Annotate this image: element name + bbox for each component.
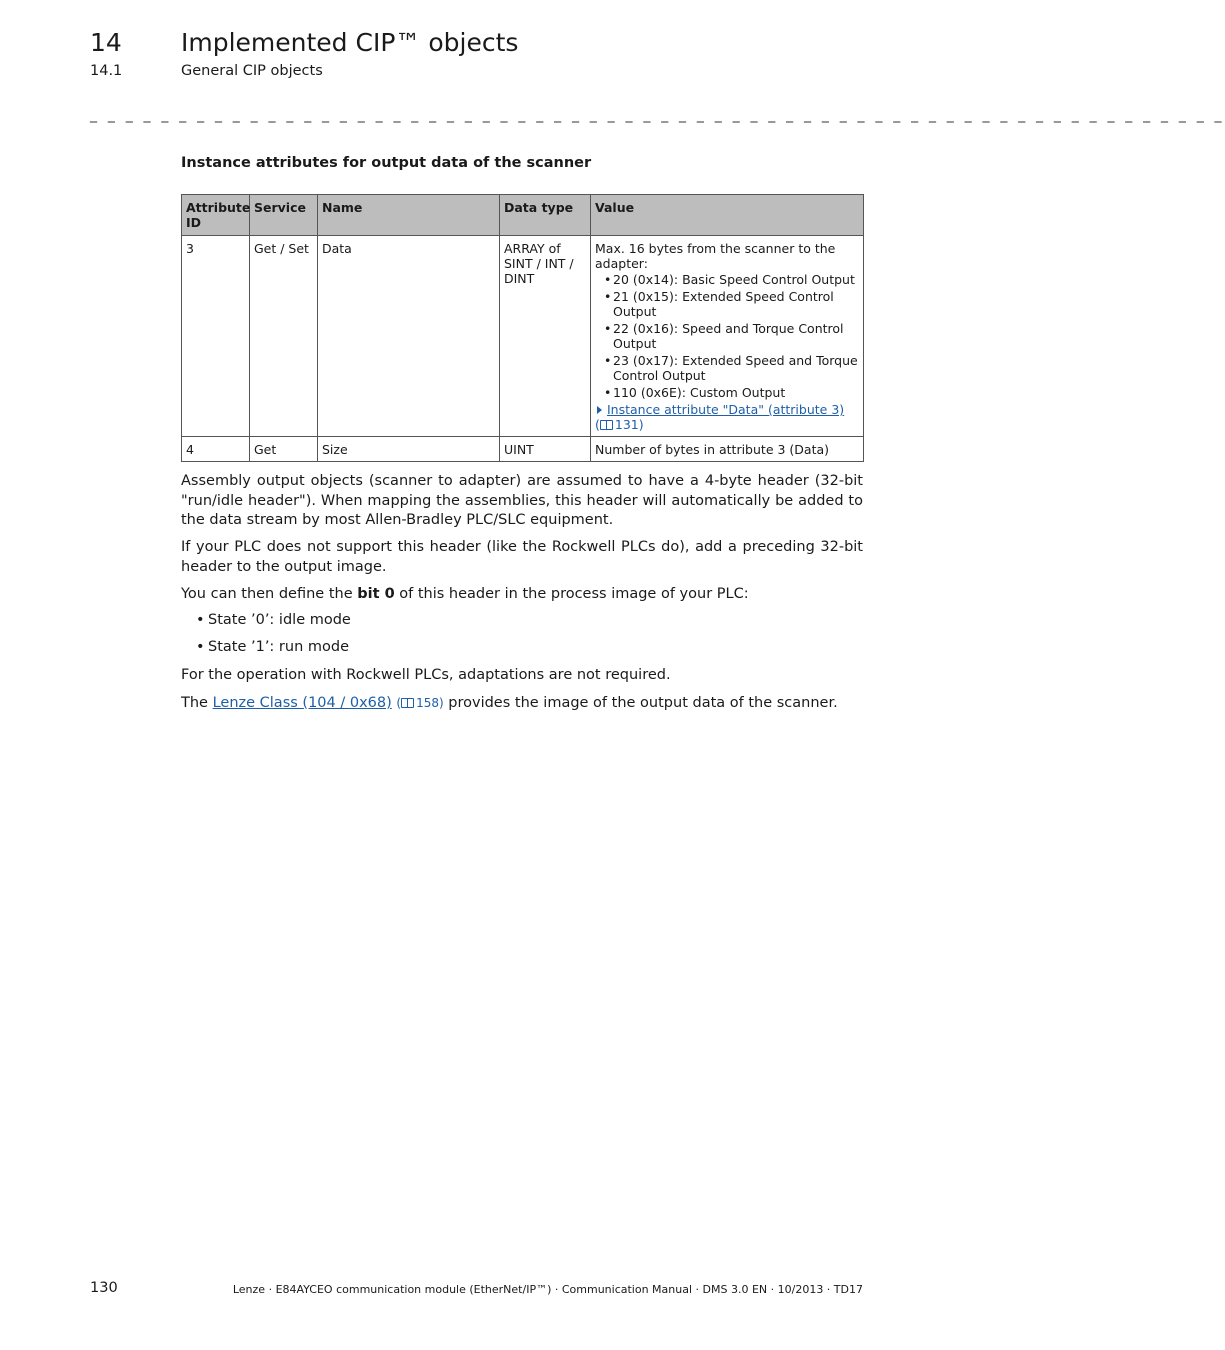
section-title: General CIP objects [181,63,323,79]
col-header-attribute-id: Attribute ID [182,195,250,236]
cell-data-type: UINT [500,437,591,462]
paragraph-plc-header: If your PLC does not support this header (like the Rockwell PLCs do), add a preceding 32-bit header to the output image. [181,539,863,575]
col-header-value: Value [591,195,864,236]
list-item: • 20 (0x14): Basic Speed Control Output [604,272,859,287]
list-item: • 21 (0x15): Extended Speed Control Output [604,289,859,319]
chapter-title: Implemented CIP™ objects [181,28,519,57]
list-item: • 110 (0x6E): Custom Output [604,385,859,400]
assembly-list [595,272,859,400]
paragraph-define-bit: You can then define the bit 0 of this header in the process image of your PLC: [181,586,749,602]
list-item: • State ’0’: idle mode [196,612,351,628]
table-header-row [182,195,864,236]
bullet-mark: • [196,639,205,655]
chapter-number: 14 [90,28,122,57]
footer-doc-info: Lenze · E84AYCEO communication module (EtherNet/IP™) · Communication Manual · DMS 3.0 EN · 10/2013 · TD17 [232,1283,863,1296]
paragraph-assembly-header: Assembly output objects (scanner to adapter) are assumed to have a 4-byte header (32-bit "run/idle header"). When mapping the assemblies, this header will automatically be added to the data stream by most Allen-Bradley PLC/SLC equipment. [181,473,863,528]
col-header-service: Service [250,195,318,236]
col-header-name: Name [318,195,500,236]
cell-attribute-id: 4 [182,437,250,462]
cell-attribute-id: 3 [182,236,250,437]
lenze-class-link[interactable]: Lenze Class (104 / 0x68) [212,695,392,711]
cell-value: Number of bytes in attribute 3 (Data) [591,437,864,462]
cell-name: Size [318,437,500,462]
page-reference[interactable]: ( 131) [595,417,644,432]
paragraph-rockwell: For the operation with Rockwell PLCs, adaptations are not required. [181,667,671,683]
header-dashed-rule: _ _ _ _ _ _ _ _ _ _ _ _ _ _ _ _ _ _ _ _ _ _ _ _ _ _ _ _ _ _ _ _ _ _ _ _ _ _ _ _ _ _ _ _ _ _ _ _ _ _ _ _ _ _ _ _ _ _ _ _ _ _ _ _ [90,107,1225,123]
page-reference[interactable]: ( 158) [396,696,444,710]
link-text: Instance attribute "Data" (attribute 3) [607,402,845,417]
instance-attributes-table [181,194,864,462]
table-row [182,236,864,437]
paragraph-lenze-class: The Lenze Class (104 / 0x68) ( 158) provides the image of the output data of the scanner. [181,695,838,711]
section-number: 14.1 [90,63,123,79]
cell-value [591,236,864,437]
value-intro: Max. 16 bytes from the scanner to the adapter: [595,241,836,271]
cell-service: Get [250,437,318,462]
page-number: 130 [90,1280,118,1296]
cell-service: Get / Set [250,236,318,437]
col-header-data-type: Data type [500,195,591,236]
list-item: • 23 (0x17): Extended Speed and Torque Control Output [604,353,859,383]
table-row [182,437,864,462]
list-item: • 22 (0x16): Speed and Torque Control Output [604,321,859,351]
list-item: • State ’1’: run mode [196,639,349,655]
instance-attribute-link[interactable] [595,402,859,417]
cell-name: Data [318,236,500,437]
link-arrow-icon [597,406,602,414]
section-heading: Instance attributes for output data of the scanner [181,155,592,171]
cell-data-type: ARRAY of SINT / INT / DINT [500,236,591,437]
bullet-mark: • [196,612,205,628]
bold-bit0: bit 0 [357,586,395,602]
book-icon [600,420,613,430]
book-icon [401,698,414,708]
